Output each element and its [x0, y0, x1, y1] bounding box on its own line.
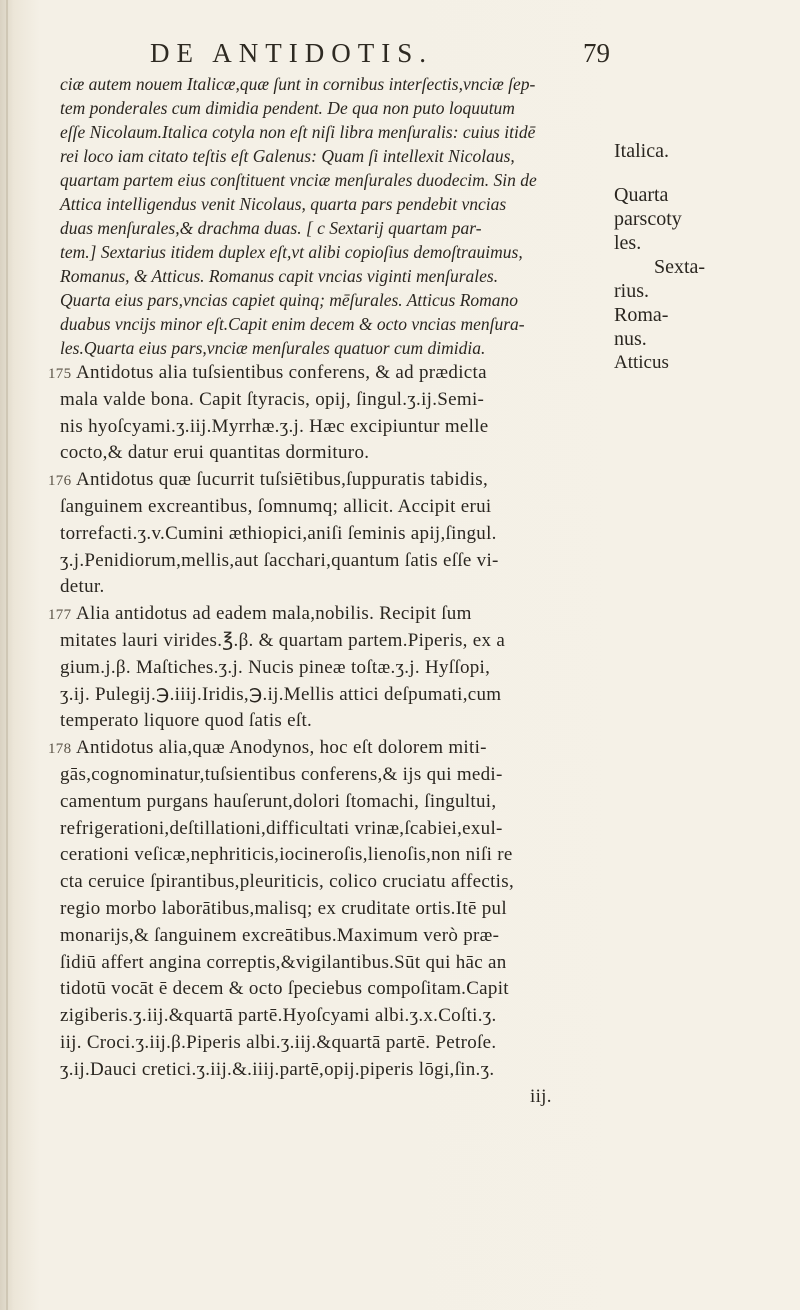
page-number: 79 [583, 38, 610, 68]
text-line: Antidotus alia tuſsientibus conferens, & ad prædicta [76, 362, 487, 383]
margin-note: Quarta [614, 184, 669, 206]
margin-note: Sexta- [654, 256, 706, 278]
text-line: camentum purgans hauſerunt,dolori ſtomachi, ſingultui, [60, 790, 497, 812]
text-line: gās,cognominatur,tuſsientibus conferens,& ijs qui medi- [60, 763, 503, 785]
text-line: Attica intelligendus venit Nicolaus, quarta pars pendebit vncias [60, 194, 507, 214]
text-line: rei loco iam citato teſtis eſt Galenus: Quam ſi intellexit Nicolaus, [60, 146, 515, 166]
text-line: ʒ.ij. Pulegij.℈.iiij.Iridis,℈.ij.Mellis attici deſpumati,cum [60, 683, 502, 705]
text-line: ſanguinem excreantibus, ſomnumq; allicit. Accipit erui [60, 495, 492, 517]
text-line: temperato liquore quod ſatis eſt. [60, 710, 313, 732]
text-line: torrefacti.ʒ.v.Cumini æthiopici,aniſi ſeminis apij,ſingul. [60, 522, 497, 544]
section-number: 175 [48, 366, 72, 382]
section-number: 176 [48, 473, 72, 490]
text-line: Alia antidotus ad eadem mala,nobilis. Recipit ſum [76, 603, 472, 625]
section-178 [48, 735, 620, 1110]
text-line: quartam partem eius conſtituent vnciæ menſurales duodecim. Sin de [60, 170, 537, 190]
text-line: ʒ.ij.Dauci cretici.ʒ.iij.&.iiij.partē,opij.piperis lōgi,ſin.ʒ. [60, 1058, 495, 1080]
margin-note: rius. [614, 280, 649, 302]
text-line: zigiberis.ʒ.iij.&quartā partē.Hyoſcyami albi.ʒ.x.Coſti.ʒ. [60, 1005, 497, 1027]
italic-commentary [60, 72, 620, 360]
margin-note: Atticus [614, 352, 669, 373]
text-line: eſſe Nicolaum.Italica cotyla non eſt niſi libra menſuralis: cuius itidē [60, 122, 536, 142]
text-line: regio morbo laborātibus,malisq; ex cruditate ortis.Itē pul [60, 897, 507, 919]
text-line: les.Quarta eius pars,vnciæ menſurales quatuor cum dimidia. [60, 338, 486, 358]
text-line: Quarta eius pars,vncias capiet quinq; mēſurales. Atticus Romano [60, 290, 519, 310]
text-line: cocto,& datur erui quantitas dormituro. [60, 442, 370, 464]
text-line: duas menſurales,& drachma duas. [ c Sextarij quartam par- [60, 218, 482, 238]
text-line: nis hyoſcyami.ʒ.iij.Myrrhæ.ʒ.j. Hæc excipiuntur melle [60, 415, 489, 437]
text-line: cerationi veſicæ,nephriticis,iocineroſis,lienoſis,non niſi re [60, 844, 513, 866]
text-line: tidotū vocāt ē decem & octo ſpeciebus compoſitam.Capit [60, 978, 509, 1000]
margin-note: les. [614, 232, 642, 254]
margin-note: parscoty [614, 208, 682, 230]
text-line: Antidotus quæ ſucurrit tuſsiētibus,ſuppuratis tabidis, [76, 469, 489, 491]
text-line: monarijs,& ſanguinem excreātibus.Maximum verò præ- [60, 924, 500, 946]
section-177 [48, 601, 620, 735]
main-text [48, 72, 620, 1110]
section-number: 178 [48, 741, 72, 758]
running-head: DE ANTIDOTIS. [150, 38, 433, 68]
text-line: duabus vncijs minor eſt.Capit enim decem & octo vncias menſura- [60, 314, 525, 334]
text-line: ciæ autem nouem Italicæ,quæ ſunt in cornibus interſectis,vnciæ ſep- [60, 74, 536, 94]
page-gutter [6, 0, 8, 1310]
text-line: Romanus, & Atticus. Romanus capit vncias viginti menſurales. [60, 266, 499, 286]
catchword: iij. [530, 1085, 552, 1107]
section-175 [48, 360, 620, 467]
margin-note: Italica. [614, 140, 669, 162]
text-line: Antidotus alia,quæ Anodynos, hoc eſt dolorem miti- [76, 737, 487, 759]
page-header [150, 38, 610, 68]
section-number: 177 [48, 607, 72, 624]
text-line: mitates lauri virides.℥.β. & quartam partem.Piperis, ex a [60, 629, 506, 651]
text-line: iij. Croci.ʒ.iij.β.Piperis albi.ʒ.iij.&quartā partē. Petroſe. [60, 1031, 497, 1053]
text-line: tem.] Sextarius itidem duplex eſt,vt alibi copioſius demoſtrauimus, [60, 242, 523, 262]
text-line: detur. [60, 576, 105, 598]
text-line: tem ponderales cum dimidia pendent. De qua non puto loquutum [60, 98, 515, 118]
section-176 [48, 467, 620, 601]
text-line: mala valde bona. Capit ſtyracis, opij, ſingul.ʒ.ij.Semi- [60, 388, 485, 410]
text-line: ſidiū affert angina correptis,&vigilantibus.Sūt qui hāc an [60, 951, 507, 973]
text-line: cta ceruice ſpirantibus,pleuriticis, colico cruciatu affectis, [60, 871, 515, 893]
text-line: ʒ.j.Penidiorum,mellis,aut ſacchari,quantum ſatis eſſe vi- [60, 549, 499, 571]
margin-note: nus. [614, 328, 647, 350]
text-line: refrigerationi,deſtillationi,difficultati vrinæ,ſcabiei,exul- [60, 817, 503, 839]
text-line: gium.j.β. Maſtiches.ʒ.j. Nucis pineæ toſtæ.ʒ.j. Hyſſopi, [60, 656, 491, 678]
margin-note: Roma- [614, 304, 669, 326]
